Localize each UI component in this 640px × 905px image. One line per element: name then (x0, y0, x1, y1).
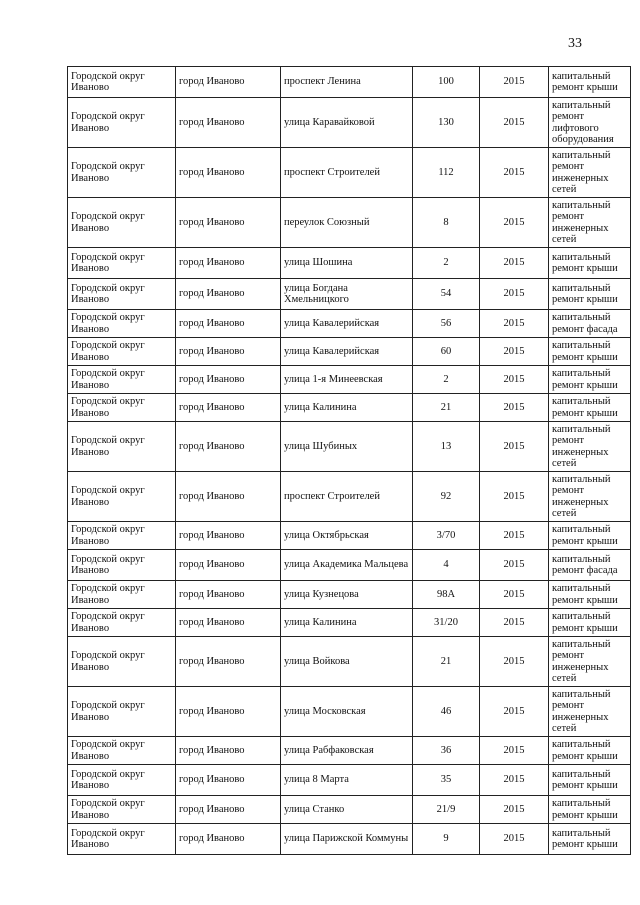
street-cell: улица Войкова (281, 637, 413, 687)
house-number-cell: 21/9 (413, 796, 480, 824)
municipality-cell: Городской округ Иваново (68, 765, 176, 796)
table-row (68, 737, 631, 765)
city-cell: город Иваново (176, 581, 281, 609)
year-cell: 2015 (480, 581, 549, 609)
city-cell: город Иваново (176, 67, 281, 98)
work-type-cell: капитальный ремонт инженерных сетей (549, 687, 631, 737)
work-type-cell: капитальный ремонт крыши (549, 522, 631, 550)
municipality-cell: Городской округ Иваново (68, 472, 176, 522)
year-cell: 2015 (480, 472, 549, 522)
year-cell: 2015 (480, 637, 549, 687)
table-row (68, 824, 631, 855)
street-cell: улица Шубиных (281, 422, 413, 472)
year-cell: 2015 (480, 310, 549, 338)
municipality-cell: Городской округ Иваново (68, 394, 176, 422)
table-row (68, 550, 631, 581)
table-row (68, 472, 631, 522)
year-cell: 2015 (480, 609, 549, 637)
municipality-cell: Городской округ Иваново (68, 796, 176, 824)
city-cell: город Иваново (176, 310, 281, 338)
table-row (68, 366, 631, 394)
work-type-cell: капитальный ремонт крыши (549, 366, 631, 394)
year-cell: 2015 (480, 148, 549, 198)
table-row (68, 279, 631, 310)
municipality-cell: Городской округ Иваново (68, 198, 176, 248)
work-type-cell: капитальный ремонт инженерных сетей (549, 637, 631, 687)
year-cell: 2015 (480, 67, 549, 98)
street-cell: улица Станко (281, 796, 413, 824)
municipality-cell: Городской округ Иваново (68, 338, 176, 366)
work-type-cell: капитальный ремонт крыши (549, 824, 631, 855)
registry-body (68, 67, 631, 855)
year-cell: 2015 (480, 198, 549, 248)
work-type-cell: капитальный ремонт крыши (549, 581, 631, 609)
city-cell: город Иваново (176, 796, 281, 824)
municipality-cell: Городской округ Иваново (68, 98, 176, 148)
street-cell: улица Богдана Хмельницкого (281, 279, 413, 310)
table-row (68, 394, 631, 422)
work-type-cell: капитальный ремонт инженерных сетей (549, 472, 631, 522)
street-cell: улица Академика Мальцева (281, 550, 413, 581)
street-cell: улица Каравайковой (281, 98, 413, 148)
municipality-cell: Городской округ Иваново (68, 310, 176, 338)
house-number-cell: 13 (413, 422, 480, 472)
table-row (68, 637, 631, 687)
municipality-cell: Городской округ Иваново (68, 581, 176, 609)
house-number-cell: 100 (413, 67, 480, 98)
year-cell: 2015 (480, 522, 549, 550)
street-cell: улица Рабфаковская (281, 737, 413, 765)
year-cell: 2015 (480, 824, 549, 855)
street-cell: улица 8 Марта (281, 765, 413, 796)
work-type-cell: капитальный ремонт лифтового оборудования (549, 98, 631, 148)
work-type-cell: капитальный ремонт фасада (549, 310, 631, 338)
house-number-cell: 60 (413, 338, 480, 366)
municipality-cell: Городской округ Иваново (68, 148, 176, 198)
city-cell: город Иваново (176, 148, 281, 198)
city-cell: город Иваново (176, 248, 281, 279)
table-row (68, 310, 631, 338)
city-cell: город Иваново (176, 522, 281, 550)
work-type-cell: капитальный ремонт крыши (549, 765, 631, 796)
work-type-cell: капитальный ремонт инженерных сетей (549, 422, 631, 472)
house-number-cell: 46 (413, 687, 480, 737)
year-cell: 2015 (480, 765, 549, 796)
work-type-cell: капитальный ремонт крыши (549, 67, 631, 98)
year-cell: 2015 (480, 687, 549, 737)
municipality-cell: Городской округ Иваново (68, 609, 176, 637)
year-cell: 2015 (480, 366, 549, 394)
house-number-cell: 92 (413, 472, 480, 522)
city-cell: город Иваново (176, 765, 281, 796)
table-row (68, 581, 631, 609)
city-cell: город Иваново (176, 394, 281, 422)
work-type-cell: капитальный ремонт инженерных сетей (549, 148, 631, 198)
city-cell: город Иваново (176, 472, 281, 522)
table-row (68, 198, 631, 248)
municipality-cell: Городской округ Иваново (68, 824, 176, 855)
house-number-cell: 8 (413, 198, 480, 248)
house-number-cell: 36 (413, 737, 480, 765)
street-cell: улица Кавалерийская (281, 310, 413, 338)
year-cell: 2015 (480, 737, 549, 765)
municipality-cell: Городской округ Иваново (68, 687, 176, 737)
house-number-cell: 112 (413, 148, 480, 198)
city-cell: город Иваново (176, 687, 281, 737)
municipality-cell: Городской округ Иваново (68, 366, 176, 394)
city-cell: город Иваново (176, 98, 281, 148)
city-cell: город Иваново (176, 637, 281, 687)
municipality-cell: Городской округ Иваново (68, 67, 176, 98)
city-cell: город Иваново (176, 737, 281, 765)
house-number-cell: 3/70 (413, 522, 480, 550)
city-cell: город Иваново (176, 550, 281, 581)
street-cell: улица Парижской Коммуны (281, 824, 413, 855)
house-number-cell: 2 (413, 248, 480, 279)
house-number-cell: 54 (413, 279, 480, 310)
house-number-cell: 31/20 (413, 609, 480, 637)
work-type-cell: капитальный ремонт крыши (549, 796, 631, 824)
work-type-cell: капитальный ремонт крыши (549, 737, 631, 765)
table-row (68, 338, 631, 366)
municipality-cell: Городской округ Иваново (68, 248, 176, 279)
municipality-cell: Городской округ Иваново (68, 279, 176, 310)
street-cell: проспект Строителей (281, 472, 413, 522)
work-type-cell: капитальный ремонт крыши (549, 338, 631, 366)
city-cell: город Иваново (176, 198, 281, 248)
work-type-cell: капитальный ремонт фасада (549, 550, 631, 581)
table-row (68, 522, 631, 550)
city-cell: город Иваново (176, 609, 281, 637)
house-number-cell: 4 (413, 550, 480, 581)
table-row (68, 248, 631, 279)
table-row (68, 422, 631, 472)
repair-registry-table (67, 66, 631, 855)
street-cell: улица Кавалерийская (281, 338, 413, 366)
municipality-cell: Городской округ Иваново (68, 550, 176, 581)
work-type-cell: капитальный ремонт крыши (549, 394, 631, 422)
street-cell: проспект Строителей (281, 148, 413, 198)
work-type-cell: капитальный ремонт крыши (549, 609, 631, 637)
municipality-cell: Городской округ Иваново (68, 522, 176, 550)
city-cell: город Иваново (176, 366, 281, 394)
table-row (68, 687, 631, 737)
house-number-cell: 2 (413, 366, 480, 394)
work-type-cell: капитальный ремонт крыши (549, 279, 631, 310)
year-cell: 2015 (480, 248, 549, 279)
table-row (68, 796, 631, 824)
street-cell: переулок Союзный (281, 198, 413, 248)
house-number-cell: 35 (413, 765, 480, 796)
street-cell: улица Калинина (281, 609, 413, 637)
year-cell: 2015 (480, 422, 549, 472)
house-number-cell: 9 (413, 824, 480, 855)
house-number-cell: 21 (413, 394, 480, 422)
table-row (68, 609, 631, 637)
year-cell: 2015 (480, 279, 549, 310)
table-row (68, 67, 631, 98)
page-number: 33 (568, 36, 582, 51)
house-number-cell: 56 (413, 310, 480, 338)
year-cell: 2015 (480, 796, 549, 824)
street-cell: улица Кузнецова (281, 581, 413, 609)
city-cell: город Иваново (176, 422, 281, 472)
year-cell: 2015 (480, 550, 549, 581)
municipality-cell: Городской округ Иваново (68, 637, 176, 687)
municipality-cell: Городской округ Иваново (68, 737, 176, 765)
house-number-cell: 21 (413, 637, 480, 687)
city-cell: город Иваново (176, 338, 281, 366)
year-cell: 2015 (480, 394, 549, 422)
table-row (68, 148, 631, 198)
street-cell: улица Калинина (281, 394, 413, 422)
table-row (68, 765, 631, 796)
street-cell: проспект Ленина (281, 67, 413, 98)
work-type-cell: капитальный ремонт инженерных сетей (549, 198, 631, 248)
year-cell: 2015 (480, 98, 549, 148)
city-cell: город Иваново (176, 279, 281, 310)
house-number-cell: 130 (413, 98, 480, 148)
city-cell: город Иваново (176, 824, 281, 855)
street-cell: улица Шошина (281, 248, 413, 279)
street-cell: улица Октябрьская (281, 522, 413, 550)
work-type-cell: капитальный ремонт крыши (549, 248, 631, 279)
street-cell: улица 1-я Минеевская (281, 366, 413, 394)
street-cell: улица Московская (281, 687, 413, 737)
house-number-cell: 98А (413, 581, 480, 609)
table-row (68, 98, 631, 148)
municipality-cell: Городской округ Иваново (68, 422, 176, 472)
year-cell: 2015 (480, 338, 549, 366)
